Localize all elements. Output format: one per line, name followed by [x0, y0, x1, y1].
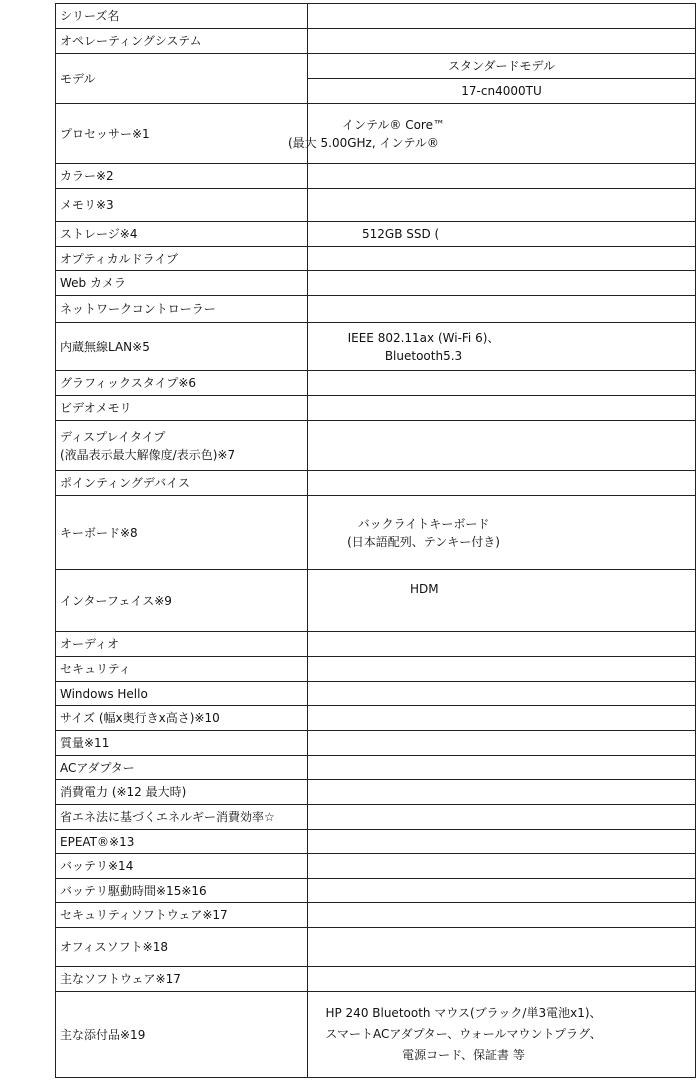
table-row: [56, 371, 696, 396]
row-label: 主な添付品※19: [56, 992, 308, 1078]
row-label: オプティカルドライブ: [56, 247, 308, 271]
table-row: [56, 780, 696, 805]
row-value: [288, 104, 696, 164]
row-value: [308, 421, 696, 471]
row-value: [308, 805, 696, 830]
row-value: [308, 570, 696, 632]
table-row: [56, 189, 696, 222]
table-row: [56, 830, 696, 854]
row-value: [308, 4, 696, 29]
table-row: [56, 854, 696, 879]
table-row: [56, 682, 696, 706]
row-value: [308, 682, 696, 706]
row-label: ビデオメモリ: [56, 396, 308, 421]
row-label: オーディオ: [56, 632, 308, 657]
row-label: [56, 421, 308, 471]
row-value: [308, 928, 696, 967]
row-value: [308, 731, 696, 756]
row-value: [308, 830, 696, 854]
row-value: [308, 903, 696, 928]
row-label: メモリ※3: [56, 189, 308, 222]
table-row: [56, 570, 696, 632]
row-value: [308, 657, 696, 682]
table-row: [56, 222, 696, 247]
row-value: [308, 632, 696, 657]
label-line: (液晶表示最大解像度/表示色)※7: [60, 447, 236, 462]
table-row: [56, 29, 696, 54]
value-line: IEEE 802.11ax (Wi-Fi 6)、: [347, 330, 500, 345]
row-value: [308, 496, 696, 570]
row-label: ポインティングデバイス: [56, 471, 308, 496]
row-label: シリーズ名: [56, 4, 308, 29]
value-line: インテル® Core™: [342, 117, 445, 132]
row-value: [308, 29, 696, 54]
row-label: Web カメラ: [56, 271, 308, 296]
label-line: ディスプレイタイプ: [60, 429, 166, 444]
row-value: 17-cn4000TU: [308, 79, 696, 104]
row-label: 主なソフトウェア※17: [56, 967, 308, 992]
value-line: HP 240 Bluetooth マウス(ブラック/単3電池x1)、: [325, 1006, 602, 1020]
table-row: [56, 805, 696, 830]
row-value: [308, 164, 696, 189]
table-row: [56, 879, 696, 903]
row-label: 内蔵無線LAN※5: [56, 323, 308, 371]
row-value: [308, 396, 696, 421]
value-line: HDM: [410, 582, 439, 596]
table-row: [56, 756, 696, 780]
row-label: サイズ (幅x奥行きx高さ)※10: [56, 706, 308, 731]
row-label: バッテリ※14: [56, 854, 308, 879]
table-row: [56, 247, 696, 271]
row-label: 質量※11: [56, 731, 308, 756]
row-label: セキュリティ: [56, 657, 308, 682]
table-row: [56, 421, 696, 471]
table-row: [56, 54, 696, 79]
row-label: ストレージ※4: [56, 222, 308, 247]
row-label: ACアダプター: [56, 756, 308, 780]
value-line: バックライトキーボード: [357, 516, 490, 531]
table-row: [56, 903, 696, 928]
table-row: [56, 731, 696, 756]
row-value: [308, 371, 696, 396]
row-value: [308, 189, 696, 222]
row-label: 省エネ法に基づくエネルギー消費効率☆: [56, 805, 308, 830]
row-label: グラフィックスタイプ※6: [56, 371, 308, 396]
row-value: [308, 247, 696, 271]
table-row: [56, 396, 696, 421]
row-label: EPEAT®※13: [56, 830, 308, 854]
row-label: カラー※2: [56, 164, 308, 189]
row-value: [308, 992, 696, 1078]
table-row: [56, 323, 696, 371]
table-row: [56, 471, 696, 496]
row-label: インターフェイス※9: [56, 570, 308, 632]
value-line: 電源コード、保証書 等: [402, 1048, 525, 1062]
row-value: [308, 967, 696, 992]
row-label: バッテリ駆動時間※15※16: [56, 879, 308, 903]
table-row: [56, 4, 696, 29]
table-row: [56, 296, 696, 323]
value-line: スマートACアダプター、ウォールマウントプラグ、: [325, 1027, 602, 1041]
row-value: [308, 296, 696, 323]
row-value: [308, 471, 696, 496]
table-row: [56, 992, 696, 1078]
value-line: Bluetooth5.3: [384, 348, 463, 363]
table-row: [56, 164, 696, 189]
table-row: [56, 967, 696, 992]
table-row: [56, 496, 696, 570]
row-value: [308, 756, 696, 780]
row-label: セキュリティソフトウェア※17: [56, 903, 308, 928]
row-value: スタンダードモデル: [308, 54, 696, 79]
table-row: [56, 706, 696, 731]
row-label: モデル: [56, 54, 308, 104]
table-row: [56, 928, 696, 967]
row-value: [308, 222, 696, 247]
table-row: [56, 632, 696, 657]
row-label: オフィスソフト※18: [56, 928, 308, 967]
table-row: [56, 657, 696, 682]
row-value: [308, 854, 696, 879]
row-label: 消費電力 (※12 最大時): [56, 780, 308, 805]
row-value: [308, 323, 696, 371]
row-value: [308, 879, 696, 903]
row-value: [308, 271, 696, 296]
value-line: (日本語配列、テンキー付き): [347, 534, 500, 549]
value-line: 512GB SSD (: [362, 227, 440, 241]
spec-table: [55, 3, 696, 1078]
row-label: Windows Hello: [56, 682, 308, 706]
row-label: オペレーティングシステム: [56, 29, 308, 54]
row-label: ネットワークコントローラー: [56, 296, 308, 323]
value-line: (最大 5.00GHz, インテル®: [288, 135, 439, 150]
table-row: [56, 104, 696, 164]
table-row: [56, 271, 696, 296]
row-label: キーボード※8: [56, 496, 308, 570]
row-label: プロセッサー※1: [56, 104, 308, 164]
row-value: [308, 706, 696, 731]
row-value: [308, 780, 696, 805]
